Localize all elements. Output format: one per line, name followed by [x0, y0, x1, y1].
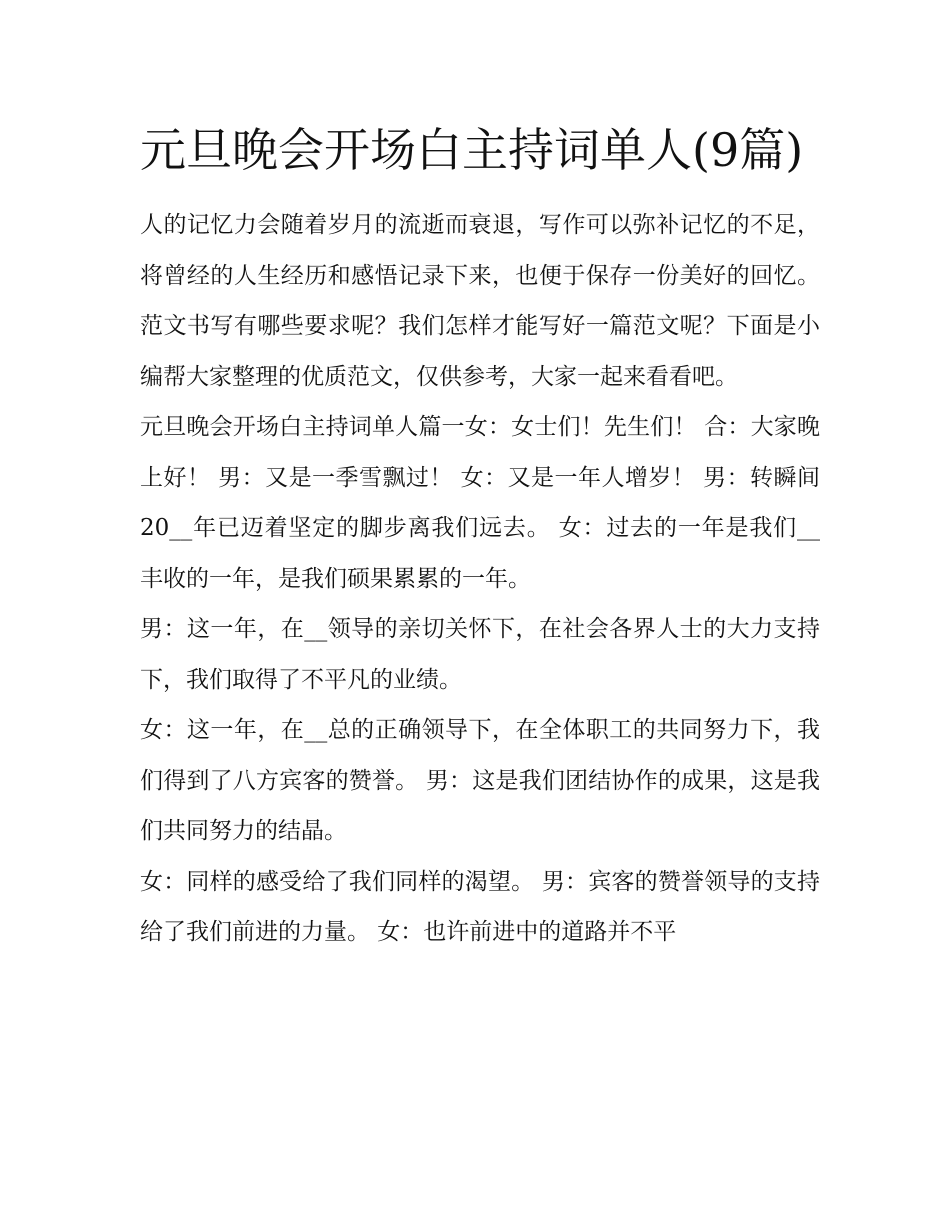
- body-paragraph-1: 元旦晚会开场白主持词单人篇一女：女士们！先生们！ 合：大家晚上好！ 男：又是一季雪飘过！ 女：又是一年人增岁！ 男：转瞬间20__年已迈着坚定的脚步离我们远去。 女：过去的一年是我们__丰收的一年，是我们硕果累累的一年。: [140, 414, 820, 592]
- body-paragraph-4: 女：同样的感受给了我们同样的渴望。 男：宾客的赞誉领导的支持给了我们前进的力量。 女：也许前进中的道路并不平: [140, 868, 820, 945]
- intro-paragraph: 人的记忆力会随着岁月的流逝而衰退，写作可以弥补记忆的不足，将曾经的人生经历和感悟记录下来，也便于保存一份美好的回忆。范文书写有哪些要求呢？我们怎样才能写好一篇范文呢？下面是小编帮大家整理的优质范文，仅供参考，大家一起来看看吧。: [140, 212, 820, 390]
- document-title: 元旦晚会开场白主持词单人(9篇): [140, 123, 804, 177]
- body-paragraph-3: 女：这一年，在__总的正确领导下，在全体职工的共同努力下，我们得到了八方宾客的赞誉。 男：这是我们团结协作的成果，这是我们共同努力的结晶。: [140, 717, 820, 844]
- body-paragraph-2: 男：这一年，在__领导的亲切关怀下，在社会各界人士的大力支持下，我们取得了不平凡的业绩。: [140, 616, 820, 693]
- document-page: [140, 114, 820, 958]
